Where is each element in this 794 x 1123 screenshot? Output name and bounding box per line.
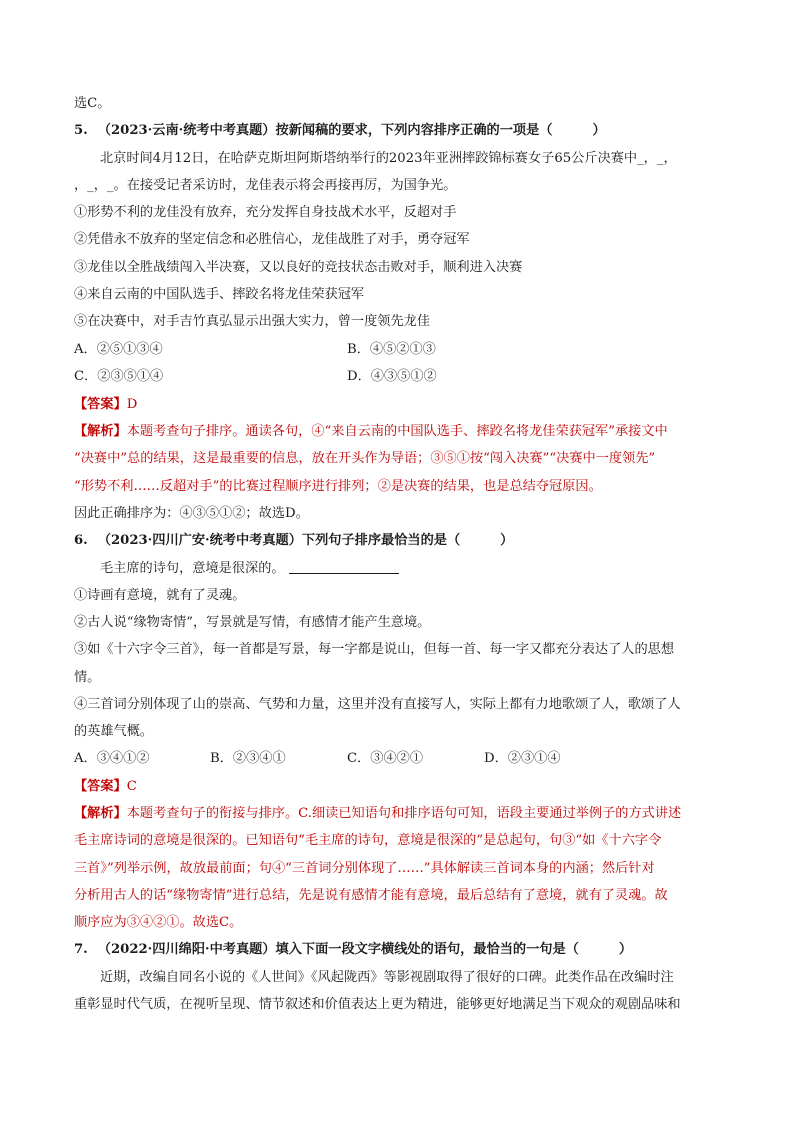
question-7-passage-line-1: 近期，改编自同名小说的《人世间》《风起陇西》等影视剧取得了很好的口碑。此类作品在改编时注 bbox=[100, 970, 674, 985]
question-5-item-4: ④来自云南的中国队选手、摔跤名将龙佳荣获冠军 bbox=[74, 287, 365, 302]
question-5-answer bbox=[74, 395, 137, 415]
question-7-text: 填入下面一段文字横线处的语句，最恰当的一句是（ bbox=[275, 942, 579, 957]
answer-blank bbox=[289, 559, 399, 574]
question-6-lead: 毛主席的诗句，意境是很深的。 bbox=[100, 559, 399, 579]
question-6-item-4: ④三首词分别体现了山的崇高、气势和力量，这里并没有直接写人，实际上都有力地歌颂了人，歌颂了人 bbox=[74, 697, 681, 712]
question-6-stem: 6. （2023·四川广安·统考中考真题）下列句子排序最恰当的是（ ） bbox=[74, 533, 514, 548]
question-6-analysis-line-1: 【解析】本题考查句子的衔接与排序。C.细读已知语句和排序语句可知，语段主要通过举例子的方式讲述 bbox=[74, 806, 682, 821]
question-6-item-4-cont: 的英雄气概。 bbox=[74, 724, 154, 739]
question-5-analysis-line-1: 【解析】本题考查句子排序。通读各句，④“来自云南的中国队选手、摔跤名将龙佳荣获冠军”承接文中 bbox=[74, 424, 668, 439]
question-6-item-2: ②古人说“缘物寄情”，写景就是写情，有感情才能产生意境。 bbox=[74, 615, 431, 630]
question-5-stem: 5. （2023·云南·统考中考真题）按新闻稿的要求，下列内容排序正确的一项是（ ） bbox=[74, 123, 606, 138]
question-5-passage-line-1: 北京时间4月12日，在哈萨克斯坦阿斯塔纳举行的2023年亚洲摔跤锦标赛女子65公斤决赛中_，_， bbox=[100, 151, 677, 166]
question-5-number: 5. bbox=[74, 123, 88, 138]
analysis-tag: 【解析】 bbox=[74, 424, 127, 439]
question-5-item-3: ③龙佳以全胜战绩闯入半决赛，又以良好的竞技状态击败对手，顺利进入决赛 bbox=[74, 260, 523, 275]
question-7-source: （2022·四川绵阳·中考真题） bbox=[97, 942, 276, 957]
question-6-source: （2023·四川广安·统考中考真题） bbox=[97, 533, 302, 548]
question-6-option-a: A．③④①② bbox=[74, 751, 150, 766]
question-5-item-2: ②凭借永不放弃的坚定信念和必胜信心，龙佳战胜了对手，勇夺冠军 bbox=[74, 232, 470, 247]
question-6-answer bbox=[74, 777, 137, 797]
question-5-option-c: C．②③⑤①④ bbox=[74, 369, 164, 384]
question-6-analysis-line-3: 三首》”列举示例，故放最前面；句④“三首词分别体现了……”具体解读三首词本身的内涵；然后针对 bbox=[74, 861, 655, 876]
question-6-number: 6. bbox=[74, 533, 88, 548]
question-6-item-1: ①诗画有意境，就有了灵魂。 bbox=[74, 588, 246, 603]
question-5-analysis-line-2: “决赛中”总的结果，这是最重要的信息，放在开头作为导语；③⑤①按“闯入决赛”“决赛中一度领先” bbox=[74, 451, 656, 466]
question-5-conclusion: 因此正确排序为：④③⑤①②；故选D。 bbox=[74, 506, 309, 521]
analysis-tag: 【解析】 bbox=[74, 806, 127, 821]
answer-value: C bbox=[126, 779, 137, 794]
question-6-analysis-line-4: 分析用古人的话“缘物寄情”进行总结，先是说有感情才能有意境，最后总结有了意境，就有了灵魂。故 bbox=[74, 888, 668, 903]
question-5-passage-line-2: ，_，_。在接受记者采访时，龙佳表示将会再接再厉，为国争光。 bbox=[74, 178, 457, 193]
question-6-item-3: ③如《十六字令三首》，每一首都是写景，每一字都是说山，但每一首、每一字又都充分表达了人的思想 bbox=[74, 642, 675, 657]
question-7-passage-line-2: 重彰显时代气质，在视听呈现、情节叙述和价值表达上更为精进，能够更好地满足当下观众的观剧品味和 bbox=[74, 997, 681, 1012]
answer-tag: 【答案】 bbox=[74, 397, 127, 412]
previous-answer-tail: 选C。 bbox=[74, 96, 111, 111]
question-6-text: 下列句子排序最恰当的是（ bbox=[301, 533, 461, 548]
answer-value: D bbox=[126, 397, 138, 412]
question-5-option-b: B．④⑤②①③ bbox=[347, 342, 436, 357]
question-5-option-a: A．②⑤①③④ bbox=[74, 342, 163, 357]
question-5-item-1: ①形势不利的龙佳没有放弃，充分发挥自身技战术水平，反超对手 bbox=[74, 205, 457, 220]
question-5-analysis-line-3: “形势不利……反超对手”的比赛过程顺序进行排列；②是决赛的结果，也是总结夺冠原因。 bbox=[74, 479, 602, 494]
question-5-text: 按新闻稿的要求，下列内容排序正确的一项是（ bbox=[275, 123, 553, 138]
question-7-number: 7. bbox=[74, 942, 88, 957]
question-5-source: （2023·云南·统考中考真题） bbox=[97, 123, 276, 138]
question-6-analysis-line-5: 顺序应为③④②①。故选C。 bbox=[74, 915, 243, 930]
question-6-item-3-cont: 情。 bbox=[74, 670, 101, 685]
question-6-option-b: B．②③④① bbox=[210, 751, 286, 766]
question-5-option-d: D．④③⑤①② bbox=[347, 369, 437, 384]
question-7-stem: 7. （2022·四川绵阳·中考真题）填入下面一段文字横线处的语句，最恰当的一句是（ ） bbox=[74, 942, 633, 957]
question-6-option-c: C．③④②① bbox=[347, 751, 424, 766]
answer-tag: 【答案】 bbox=[74, 779, 127, 794]
question-5-item-5: ⑤在决赛中，对手吉竹真弘显示出强大实力，曾一度领先龙佳 bbox=[74, 314, 431, 329]
question-6-analysis-line-2: 毛主席诗词的意境是很深的。已知语句“毛主席的诗句，意境是很深的”是总起句，句③“如《十六字令 bbox=[74, 833, 662, 848]
question-6-option-d: D．②③①④ bbox=[484, 751, 561, 766]
